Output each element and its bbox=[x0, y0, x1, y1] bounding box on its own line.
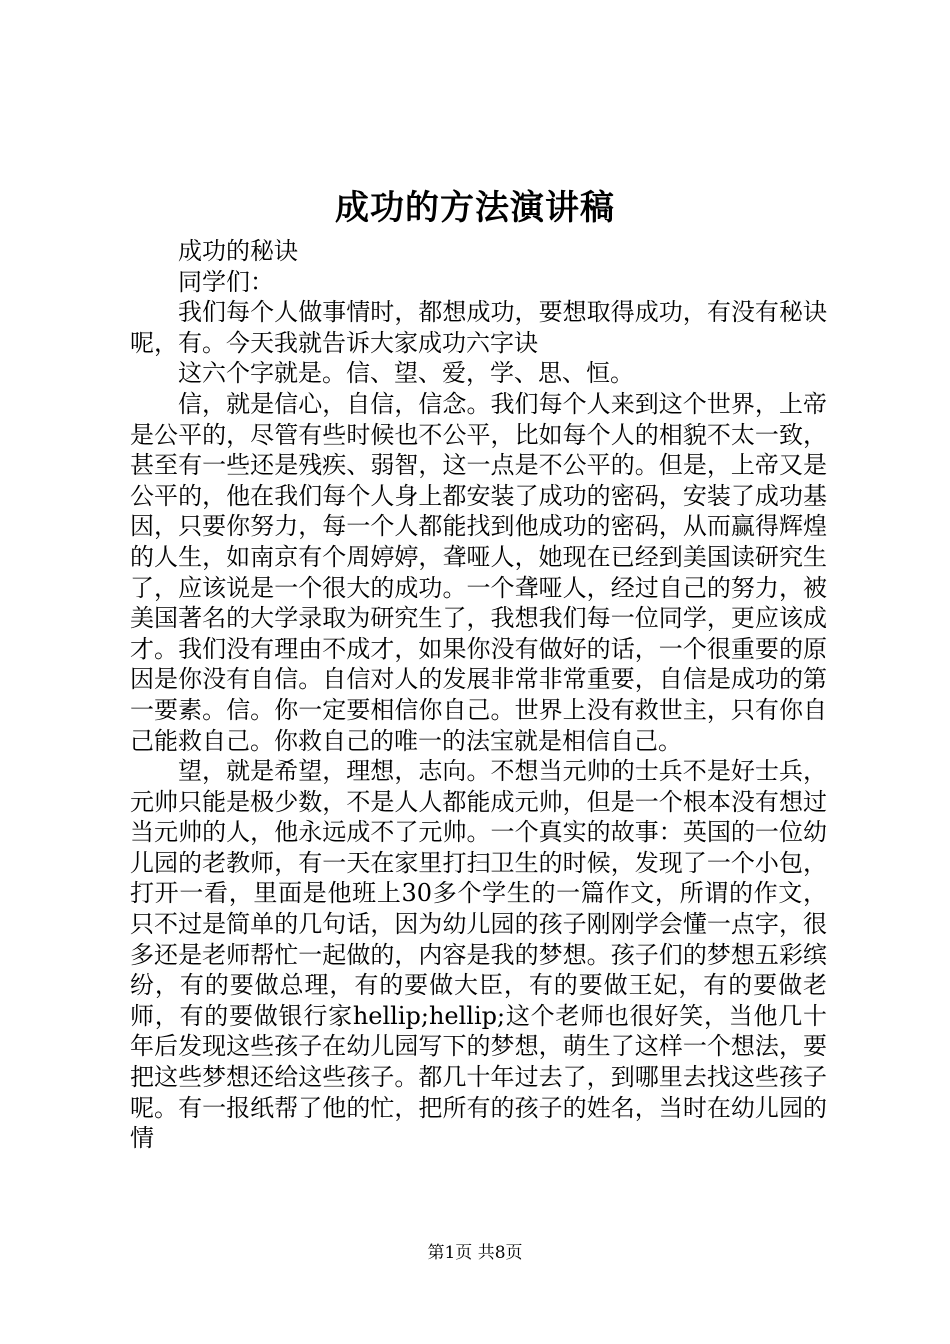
document-body bbox=[130, 236, 827, 1154]
document-title: 成功的方法演讲稿 bbox=[335, 188, 615, 228]
paragraph: 望，就是希望，理想，志向。不想当元帅的士兵不是好士兵，元帅只能是极少数，不是人人都能成元帅，但是一个根本没有想过当元帅的人，他永远成不了元帅。一个真实的故事：英国的一位幼儿园的老教师，有一天在家里打扫卫生的时候，发现了一个小包，打开一看，里面是他班上30多个学生的一篇作文，所谓的作文，只不过是简单的几句话，因为幼儿园的孩子刚刚学会懂一点字，很多还是老师帮忙一起做的，内容是我的梦想。孩子们的梦想五彩缤纷，有的要做总理，有的要做大臣，有的要做王妃，有的要做老师，有的要做银行家hellip;hellip;这个老师也很好笑，当他几十年后发现这些孩子在幼儿园写下的梦想，萌生了这样一个想法，要把这些梦想还给这些孩子。都几十年过去了，到哪里去找这些孩子呢。有一报纸帮了他的忙，把所有的孩子的姓名，当时在幼儿园的情 bbox=[130, 757, 827, 1153]
paragraph: 我们每个人做事情时，都想成功，要想取得成功，有没有秘诀呢，有。今天我就告诉大家成功六字诀 bbox=[130, 298, 827, 357]
page-number-footer: 第1页 共8页 bbox=[427, 1243, 523, 1263]
paragraph: 信，就是信心，自信，信念。我们每个人来到这个世界，上帝是公平的，尽管有些时候也不公平，比如每个人的相貌不太一致，甚至有一些还是残疾、弱智，这一点是不公平的。但是，上帝又是公平的，他在我们每个人身上都安装了成功的密码，安装了成功基因，只要你努力，每一个人都能找到他成功的密码，从而赢得辉煌的人生，如南京有个周婷婷，聋哑人，她现在已经到美国读研究生了，应该说是一个很大的成功。一个聋哑人，经过自己的努力，被美国著名的大学录取为研究生了，我想我们每一位同学，更应该成才。我们没有理由不成才，如果你没有做好的话，一个很重要的原因是你没有自信。自信对人的发展非常非常重要，自信是成功的第一要素。信。你一定要相信你自己。世界上没有救世主，只有你自己能救自己。你救自己的唯一的法宝就是相信自己。 bbox=[130, 389, 827, 755]
paragraph: 成功的秘诀 bbox=[178, 237, 298, 265]
paragraph: 这六个字就是。信、望、爱，学、思、恒。 bbox=[178, 359, 634, 388]
paragraph: 同学们： bbox=[178, 267, 274, 296]
